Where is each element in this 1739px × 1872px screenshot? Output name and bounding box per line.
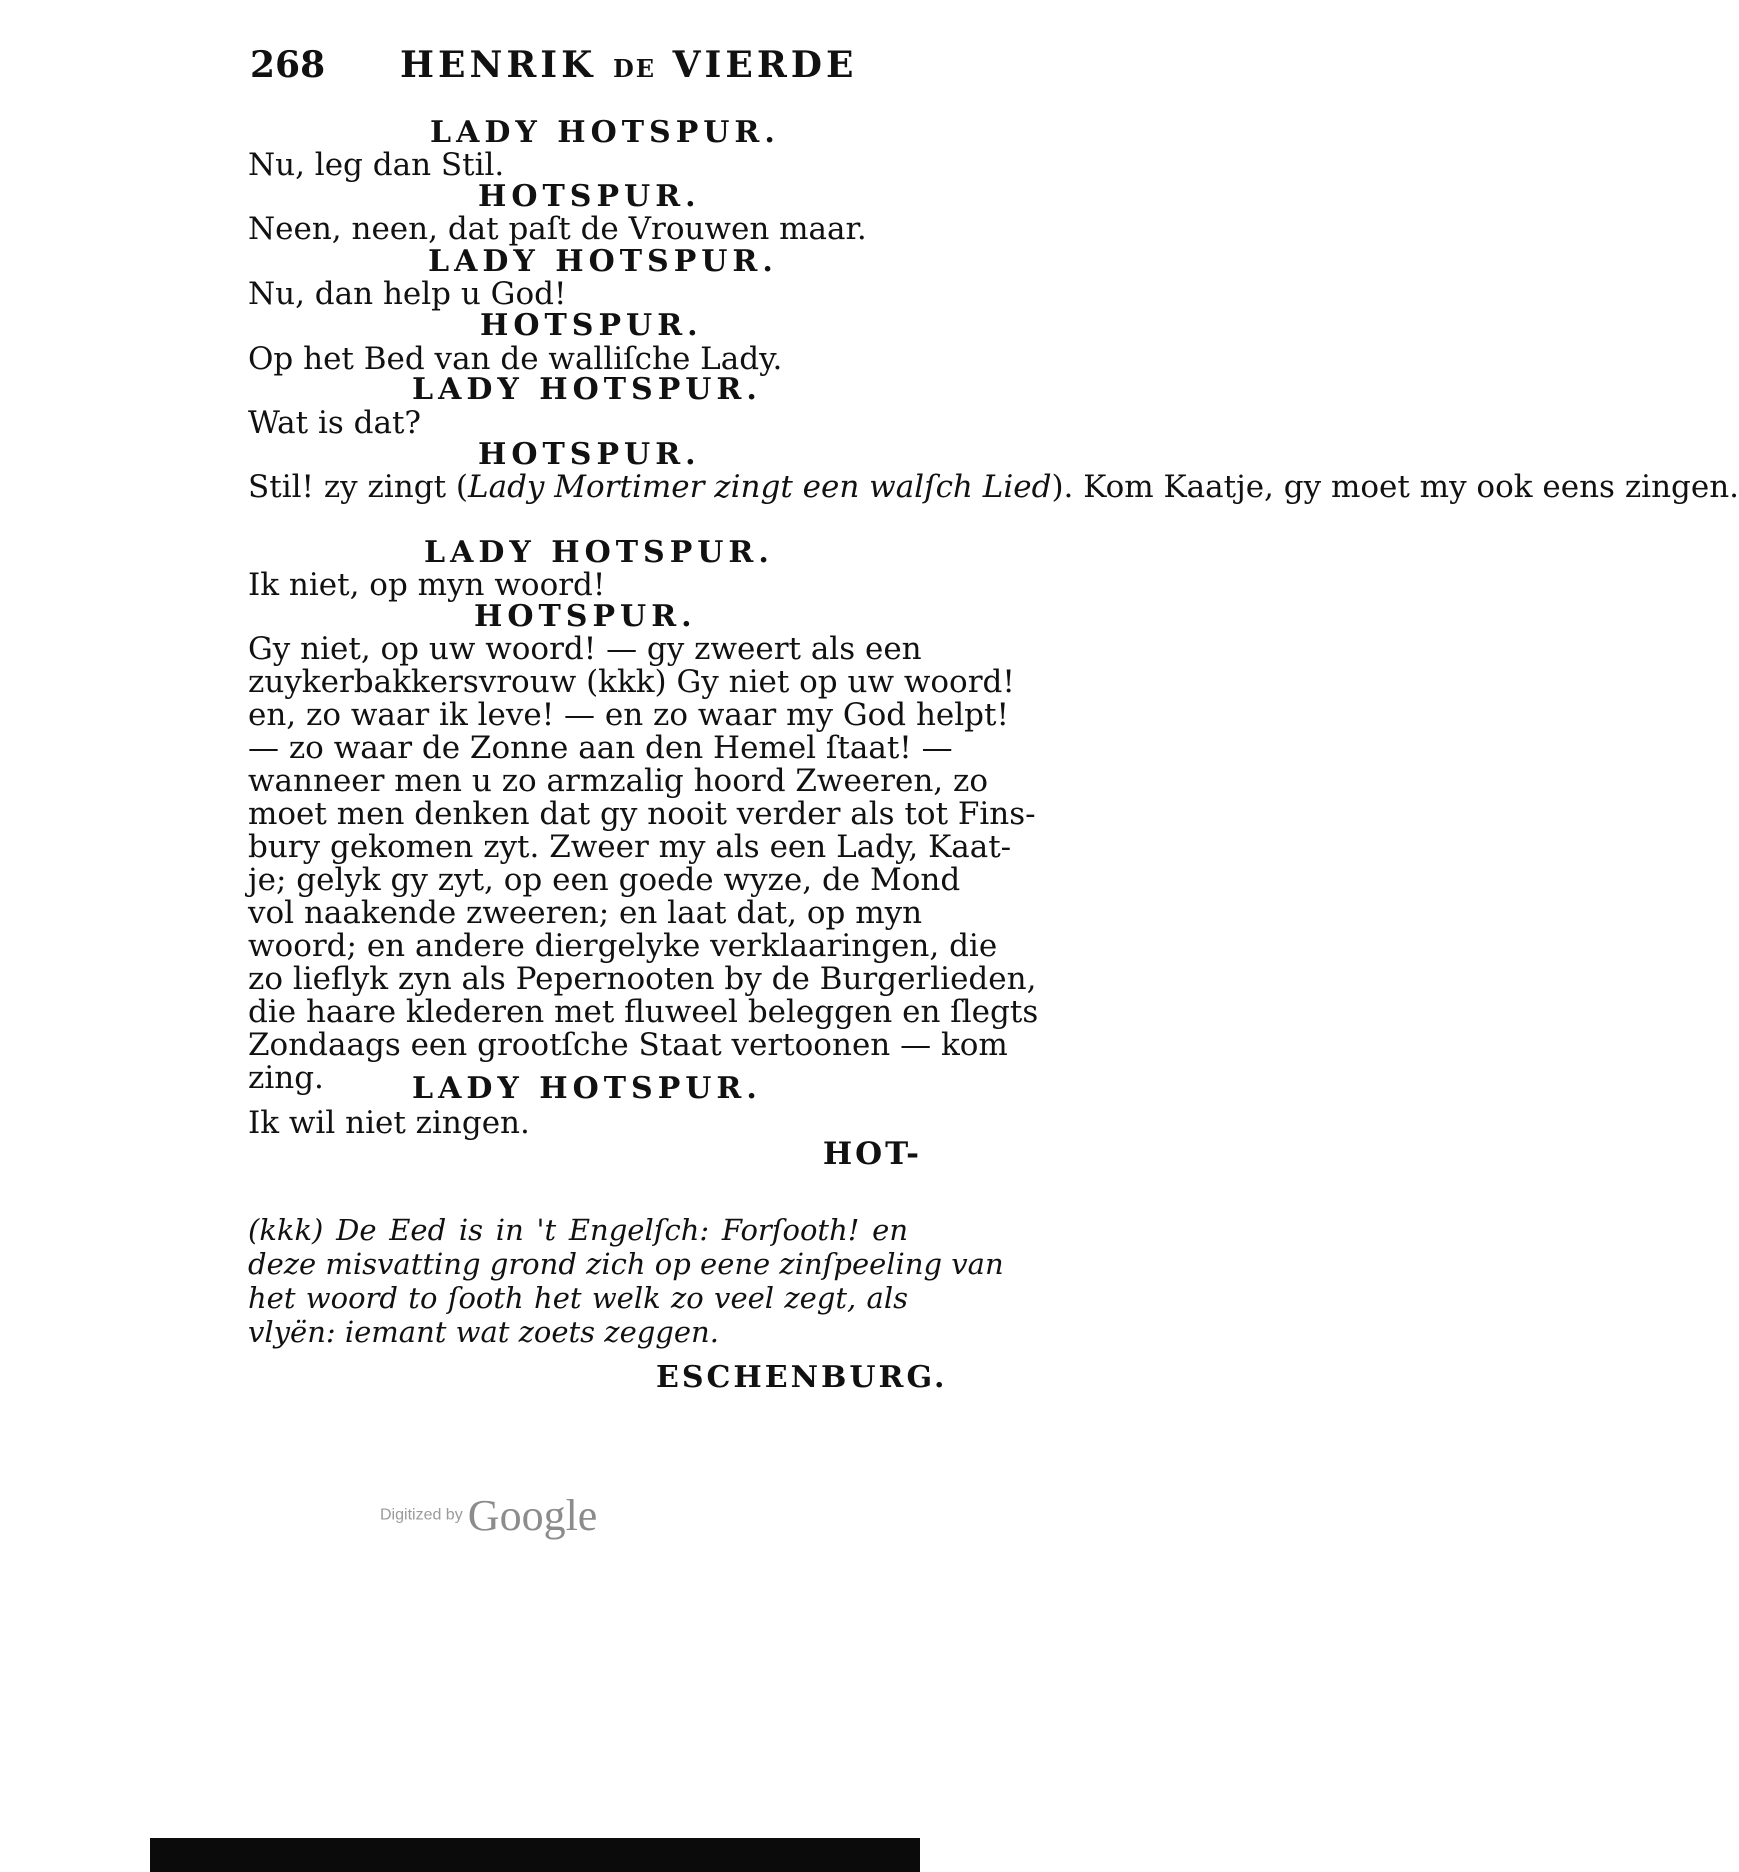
watermark-logo: Google	[467, 1491, 598, 1540]
digitization-watermark	[380, 1490, 597, 1541]
speaker-heading: HOTSPUR.	[478, 437, 701, 472]
speaker-heading: LADY HOTSPUR.	[430, 115, 780, 150]
speaker-heading: LADY HOTSPUR.	[424, 535, 774, 570]
speech-line: je; gelyk gy zyt, op een goede wyze, de Mond	[248, 862, 961, 898]
dialogue-line: Nu, leg dan Stil.	[248, 147, 505, 183]
speech-line: woord; en andere diergelyke verklaaringen, die	[248, 928, 998, 964]
stage-direction: Lady Mortimer zingt een walſch Lied	[468, 469, 1052, 505]
dialogue-text: Stil! zy zingt (	[248, 469, 468, 505]
speech-line: die haare klederen met fluweel beleggen en ſlegts	[248, 994, 1039, 1030]
catchword: HOT-	[822, 1136, 922, 1172]
footnote-line: het woord to ſooth het welk zo veel zegt, als	[248, 1281, 908, 1315]
speech-line: wanneer men u zo armzalig hoord Zweeren, zo	[248, 763, 988, 799]
dialogue-line-with-stage-direction	[248, 468, 1739, 506]
speaker-heading: HOTSPUR.	[480, 308, 703, 343]
speech-line: zuykerbakkersvrouw (kkk) Gy niet op uw woord!	[248, 664, 1015, 700]
footnote-line: deze misvatting grond zich op eene zinſpeeling van	[248, 1247, 1004, 1281]
speaker-heading: LADY HOTSPUR.	[412, 1071, 762, 1106]
speech-line: Gy niet, op uw woord! — gy zweert als een	[248, 631, 922, 667]
speech-line: Zondaags een grootſche Staat vertoonen — kom	[248, 1027, 1008, 1063]
speech-line: en, zo waar ik leve! — en zo waar my God helpt!	[248, 697, 1009, 733]
speaker-heading: HOTSPUR.	[474, 599, 697, 634]
footnote-line: (kkk) De Eed is in 't Engelſch: Forſooth! en	[248, 1213, 908, 1247]
dialogue-line: Op het Bed van de walliſche Lady.	[248, 341, 783, 377]
dialogue-line: Ik wil niet zingen.	[248, 1105, 530, 1141]
page-header	[250, 44, 900, 94]
scan-edge-shadow	[150, 1838, 920, 1872]
dialogue-line: Ik niet, op myn woord!	[248, 567, 606, 603]
speech-line: — zo waar de Zonne aan den Hemel ſtaat! —	[248, 730, 953, 766]
dialogue-line: Nu, dan help u God!	[248, 276, 567, 312]
running-title	[400, 44, 857, 86]
watermark-by: Digitized by	[380, 1506, 463, 1524]
dialogue-text: ). Kom Kaatje, gy moet my ook eens zingen.	[1051, 469, 1739, 505]
speaker-heading: LADY HOTSPUR.	[428, 244, 778, 279]
speaker-heading: HOTSPUR.	[478, 179, 701, 214]
running-title-c: VIERDE	[672, 44, 858, 86]
speech-line: zo lieflyk zyn als Pepernooten by de Burgerlieden,	[248, 961, 1037, 997]
footnote-signature: ESCHENBURG.	[656, 1360, 948, 1395]
speech-line: zing.	[248, 1060, 324, 1096]
running-title-b: DE	[612, 54, 657, 83]
page-number: 268	[250, 44, 326, 86]
dialogue-line: Neen, neen, dat paſt de Vrouwen maar.	[248, 211, 867, 247]
dialogue-line: Wat is dat?	[248, 405, 422, 441]
speech-line: vol naakende zweeren; en laat dat, op myn	[248, 895, 923, 931]
speech-line: bury gekomen zyt. Zweer my als een Lady, Kaat-	[248, 829, 1012, 865]
running-title-a: HENRIK	[400, 44, 597, 86]
speech-line: moet men denken dat gy nooit verder als tot Fins-	[248, 796, 1036, 832]
speaker-heading: LADY HOTSPUR.	[412, 372, 762, 407]
footnote-line: vlyën: iemant wat zoets zeggen.	[248, 1315, 719, 1349]
